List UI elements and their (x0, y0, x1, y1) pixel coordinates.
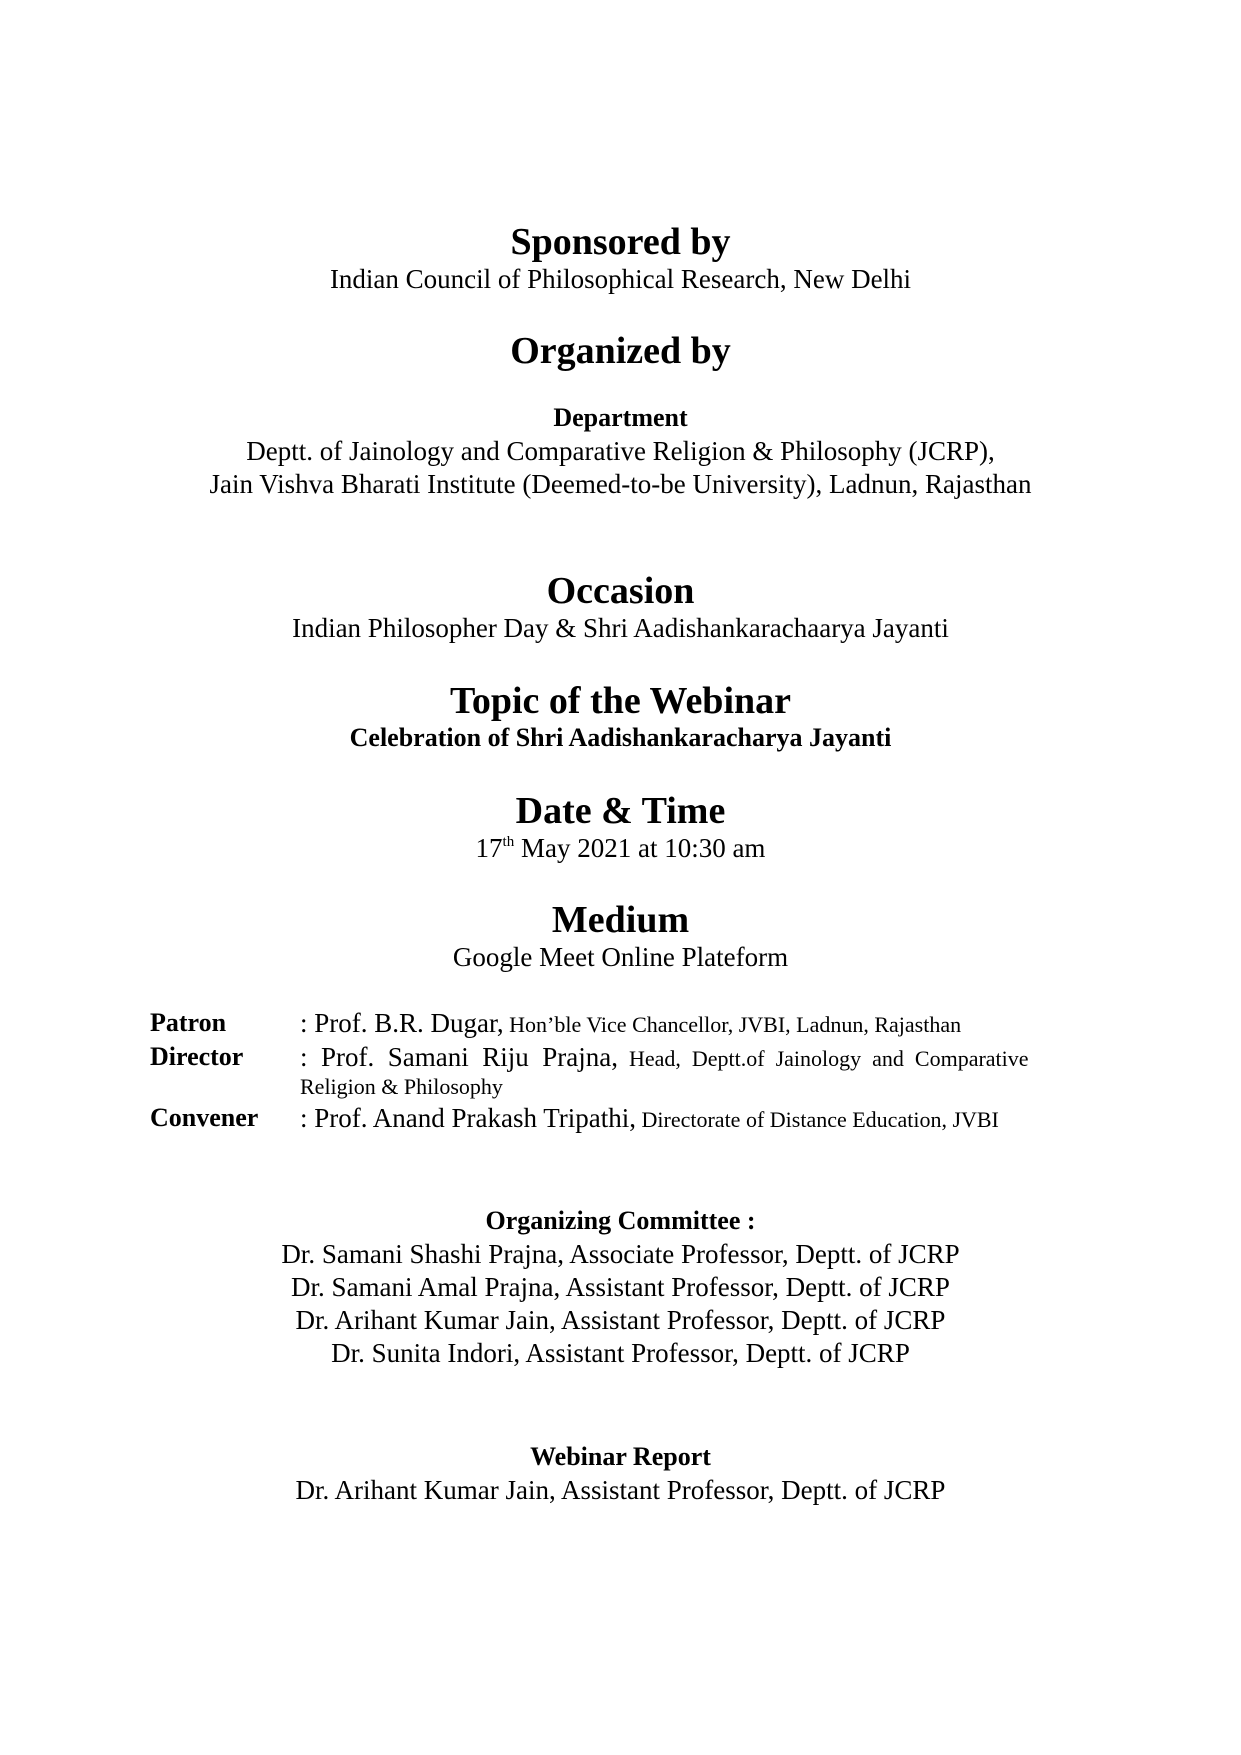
patron-label: Patron (150, 1008, 227, 1037)
medium-text: Google Meet Online Plateform (452, 942, 789, 972)
report-heading: Webinar Report (530, 1442, 711, 1471)
director-label: Director (150, 1042, 244, 1071)
convener-label: Convener (150, 1103, 259, 1132)
topic-heading: Topic of the Webinar (450, 680, 791, 722)
datetime-day: 17 (475, 833, 503, 863)
patron-name: : Prof. B.R. Dugar, (300, 1008, 504, 1038)
committee-member: Dr. Samani Amal Prajna, Assistant Professor, Deptt. of JCRP (291, 1272, 950, 1302)
convener-value (300, 1103, 999, 1134)
director-name: : Prof. Samani Riju Prajna, (300, 1042, 618, 1072)
datetime-heading: Date & Time (515, 790, 726, 832)
director-desc: Head, Deptt.of Jainology and Comparative (617, 1046, 1029, 1071)
committee-member: Dr. Sunita Indori, Assistant Professor, Deptt. of JCRP (331, 1338, 910, 1368)
director-desc-cont: Religion & Philosophy (300, 1074, 503, 1099)
patron-value (300, 1008, 961, 1039)
committee-member: Dr. Samani Shashi Prajna, Associate Professor, Deptt. of JCRP (281, 1239, 960, 1269)
organized-heading: Organized by (510, 330, 731, 372)
department-line-1: Deptt. of Jainology and Comparative Religion & Philosophy (JCRP), (246, 436, 995, 466)
convener-name: : Prof. Anand Prakash Tripathi, (300, 1103, 637, 1133)
topic-text: Celebration of Shri Aadishankaracharya Jayanti (349, 723, 892, 752)
report-text: Dr. Arihant Kumar Jain, Assistant Professor, Deptt. of JCRP (295, 1475, 946, 1505)
department-line-2: Jain Vishva Bharati Institute (Deemed-to-be University), Ladnun, Rajasthan (209, 469, 1032, 499)
department-heading: Department (553, 403, 688, 432)
patron-desc: Hon’ble Vice Chancellor, JVBI, Ladnun, Rajasthan (503, 1012, 962, 1037)
director-value (300, 1042, 1029, 1073)
datetime-suffix: th (502, 834, 515, 850)
convener-desc: Directorate of Distance Education, JVBI (636, 1107, 999, 1132)
sponsor-name: Indian Council of Philosophical Research, New Delhi (329, 264, 912, 294)
datetime-text (0, 832, 1241, 864)
sponsored-heading: Sponsored by (510, 221, 731, 263)
committee-member: Dr. Arihant Kumar Jain, Assistant Professor, Deptt. of JCRP (295, 1305, 946, 1335)
occasion-text: Indian Philosopher Day & Shri Aadishankarachaarya Jayanti (292, 613, 949, 643)
datetime-rest: May 2021 at 10:30 am (514, 833, 766, 863)
committee-heading: Organizing Committee : (485, 1206, 756, 1235)
medium-heading: Medium (551, 899, 690, 941)
occasion-heading: Occasion (546, 570, 695, 612)
